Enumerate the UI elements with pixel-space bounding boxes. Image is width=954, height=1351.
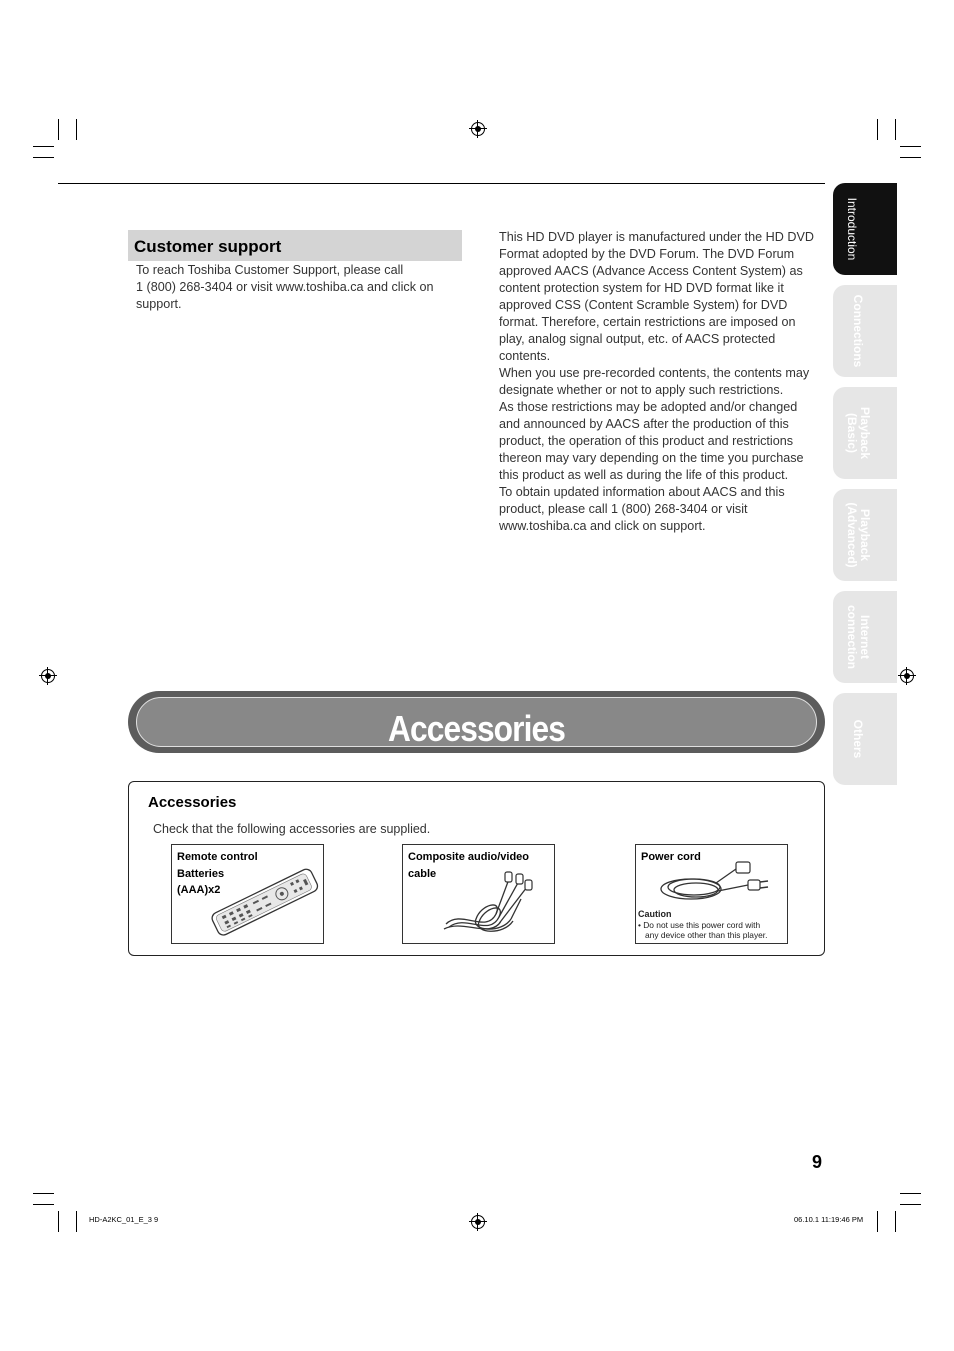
- crop-mark: [900, 1204, 921, 1205]
- av-cable-icon: [441, 869, 541, 939]
- tab-internet-connection[interactable]: [833, 591, 897, 683]
- accessories-title: Accessories: [148, 794, 237, 811]
- tab-label: Playback (Advanced): [845, 502, 872, 568]
- crop-mark: [76, 119, 77, 140]
- header-rule: [58, 183, 825, 184]
- tab-playback-advanced[interactable]: [833, 489, 897, 581]
- remote-control-icon: [206, 865, 321, 940]
- crop-mark: [33, 157, 54, 158]
- registration-mark-icon: [471, 1215, 485, 1229]
- tab-label: Internet connection: [845, 604, 872, 669]
- crop-mark: [33, 1193, 54, 1194]
- registration-mark-icon: [900, 669, 914, 683]
- caution-line: • Do not use this power cord with: [638, 919, 761, 930]
- banner-title: Accessories: [387, 708, 566, 749]
- accessory-name-line: (AAA)x2: [177, 884, 221, 896]
- tab-label: Connections: [851, 294, 866, 368]
- footer-left: HD-A2KC_01_E_3 9: [89, 1215, 159, 1224]
- accessory-name-line: Batteries: [177, 867, 225, 880]
- tab-label: Others: [851, 719, 866, 759]
- power-cord-icon: [656, 859, 776, 907]
- crop-mark: [895, 1211, 896, 1232]
- crop-mark: [900, 157, 921, 158]
- tab-label: Playback (Basic): [845, 406, 872, 460]
- crop-mark: [877, 1211, 878, 1232]
- caution-line: any device other than this player.: [645, 930, 768, 940]
- customer-support-line: support.: [136, 297, 182, 311]
- crop-mark: [900, 146, 921, 147]
- crop-mark: [58, 1211, 59, 1232]
- accessory-power-cord: [635, 844, 788, 944]
- section-banner: [128, 691, 825, 753]
- crop-mark: [33, 1204, 54, 1205]
- aacs-paragraph: When you use pre-recorded contents, the contents may designate whether or not to apply such restrictions.: [499, 366, 810, 397]
- aacs-paragraph: As those restrictions may be adopted and/or changed and announced by AACS after the production of this product, the operation of this product and restrictions thereon may vary depending on the time you purchase this product as well as during the life of this product.: [499, 400, 804, 482]
- power-cord-caution: [638, 909, 767, 941]
- customer-support-title: Customer support: [134, 237, 282, 256]
- accessory-name-line: cable: [408, 867, 437, 880]
- footer-right: 06.10.1 11:19:46 PM: [794, 1215, 864, 1224]
- tab-connections[interactable]: [833, 285, 897, 377]
- accessories-intro: Check that the following accessories are supplied.: [153, 822, 431, 836]
- accessory-name: Power cord: [641, 851, 701, 863]
- customer-support-heading-bar: [128, 230, 462, 261]
- crop-mark: [76, 1211, 77, 1232]
- crop-mark: [33, 146, 54, 147]
- page-number: 9: [812, 1152, 823, 1172]
- crop-mark: [900, 1193, 921, 1194]
- tab-introduction[interactable]: [833, 183, 897, 275]
- banner-inner: [136, 697, 817, 747]
- accessory-name-line: Composite audio/video: [408, 851, 530, 863]
- registration-mark-icon: [471, 122, 485, 136]
- customer-support-text: [136, 262, 466, 313]
- customer-support-line: 1 (800) 268-3404 or visit www.toshiba.ca and click on: [136, 280, 434, 294]
- accessory-name-line: Remote control: [177, 851, 258, 863]
- crop-mark: [877, 119, 878, 140]
- tab-label: Introduction: [845, 197, 860, 261]
- crop-mark: [895, 119, 896, 140]
- tab-playback-basic[interactable]: [833, 387, 897, 479]
- accessory-av-cable: [402, 844, 555, 944]
- aacs-paragraph: This HD DVD player is manufactured under the HD DVD Format adopted by the DVD Forum. The DVD Forum approved AACS (Advance Access Content System) as content protection system for HD DVD format like it approved CSS (Content Scramble System) for DVD format. Therefore, certain restrictions are imposed on play, analog signal output, etc. of AACS protected contents.: [499, 230, 814, 363]
- aacs-paragraph: To obtain updated information about AACS and this product, please call 1 (800) 268-3404 or visit www.toshiba.ca and click on support.: [499, 485, 785, 533]
- aacs-notice: [499, 229, 819, 535]
- tab-others[interactable]: [833, 693, 897, 785]
- accessory-remote-control: [171, 844, 324, 944]
- crop-mark: [58, 119, 59, 140]
- customer-support-line: To reach Toshiba Customer Support, please call: [136, 263, 404, 277]
- registration-mark-icon: [41, 669, 55, 683]
- caution-title: Caution: [638, 909, 672, 919]
